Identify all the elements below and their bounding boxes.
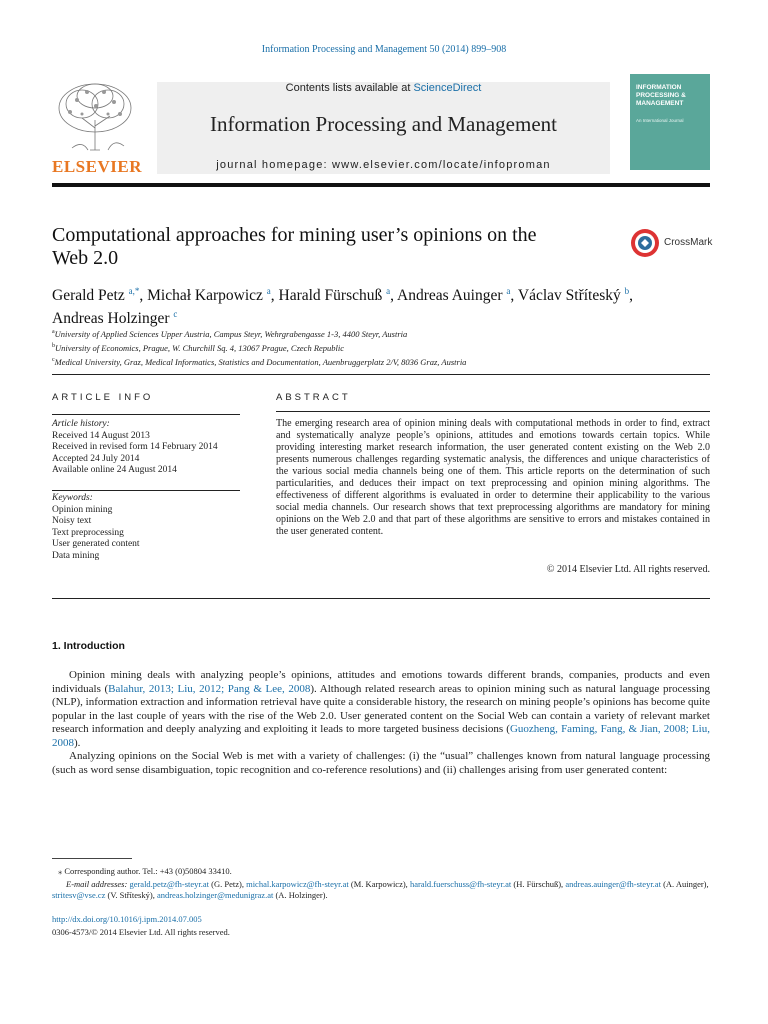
author-affiliation-marker[interactable]: a bbox=[506, 286, 511, 296]
history-item: Received 14 August 2013 bbox=[52, 430, 150, 441]
author-affiliation-marker[interactable]: a,* bbox=[128, 286, 140, 296]
intro-paragraph: Opinion mining deals with analyzing people’s opinions, attitudes and emotions towards different brands, companies, products and even individuals (Balahur, 2013; Liu, 2012; Pang & Lee, 2008). Although related research areas to opinion mining such as natural language processing (NLP), information extraction and information retrieval have quite a considerable history, the research on mining people’s opinions has become quite popular in the last couple of years with the rise of the Web 2.0. User generated content on the Social Web can contain a variety of relevant market research information and deeply analyzing and exploiting it leads to more targeted business decisions (Guozheng, Faming, Fang, & Jian, 2008; Liu, 2008). Analyzing opinions on the Social Web is met with a variety of challenges: (i) the “usual” challenges known from natural language processing (such as word sense disambiguation, topic recognition and co-reference resolutions) and (ii) challenges arising from user generated content: bbox=[52, 669, 710, 776]
affiliation-item: $^b$University of Economics, Prague, W. Churchill Sq. 4, 13067 Prague, Czech Republic bbox=[52, 342, 345, 353]
email-link[interactable]: andreas.holzinger@medunigraz.at bbox=[156, 890, 274, 900]
author-affiliation-marker[interactable]: a bbox=[266, 286, 271, 296]
email-link[interactable]: andreas.auinger@fh-steyr.at bbox=[565, 879, 661, 889]
author-affiliation-marker[interactable]: b bbox=[624, 286, 630, 296]
history-item: Available online 24 August 2014 bbox=[52, 465, 177, 475]
info-rule bbox=[52, 490, 240, 491]
author-affiliation-marker[interactable]: c bbox=[173, 309, 178, 320]
article-history: Article history: Received 14 August 2013 Received in revised form 14 February 2014 Accepted 24 July 2014 Available online 24 August 2014 bbox=[52, 419, 252, 477]
footnote-rule bbox=[52, 858, 132, 859]
abstract-text: The emerging research area of opinion mining deals with computational methods in order to find, extract and systematically analyze people’s opinions, attitudes and emotions towards certain topics. While providing interesting market research information, the user generated content existing on the Web 2.0 presents numerous challenges regarding systematic analysis, the differences and unique characteristics of the various social media channels being one of them. This article reports on the determination of such particularities, and deduces their impact on text preprocessing and opinion mining algorithms. The effectiveness of different algorithms is evaluated in order to determine their applicability to the various social media channels. Our research shows that text preprocessing algorithms are mandatory for mining opinions on the Web 2.0 and that part of these algorithms are sensitive to errors and mistakes contained in the user generated content. bbox=[276, 418, 710, 537]
history-item: Accepted 24 July 2014 bbox=[52, 453, 140, 464]
header-rule bbox=[52, 183, 710, 187]
section-rule bbox=[52, 374, 710, 375]
author-name: Andreas Holzinger bbox=[52, 310, 174, 328]
email-link[interactable]: stritesv@vse.cz bbox=[52, 890, 106, 900]
keyword-item: Data mining bbox=[52, 550, 100, 561]
crossmark-icon[interactable] bbox=[630, 228, 660, 258]
elsevier-tree-logo bbox=[52, 78, 138, 158]
email-link[interactable]: gerald.petz@fh-steyr.at bbox=[129, 879, 210, 889]
author-list: Gerald Petz $^{a,*}$, Michał Karpowicz $^a$, Harald Fürschuß $^a$, Andreas Auinger $^a$, Václav Stříteský $^b$, Andreas Holzinger $^c$ bbox=[52, 286, 634, 328]
author-name: Václav Stříteský bbox=[517, 287, 625, 305]
abstract-heading: ABSTRACT bbox=[276, 392, 351, 403]
crossmark-label[interactable]: CrossMark bbox=[664, 237, 713, 248]
doi-link[interactable]: http://dx.doi.org/10.1016/j.ipm.2014.07.005 bbox=[52, 914, 202, 924]
author-name: Gerald Petz bbox=[52, 287, 129, 305]
keyword-item: Text preprocessing bbox=[52, 527, 124, 538]
author-name: Andreas Auinger bbox=[397, 287, 507, 305]
citation-link[interactable]: Guozheng, Faming, Fang, & Jian, 2008; Liu, 2008 bbox=[52, 723, 710, 749]
article-info-heading: ARTICLE INFO bbox=[52, 392, 154, 403]
journal-title: Information Processing and Management bbox=[210, 112, 557, 136]
keyword-item: User generated content bbox=[52, 539, 140, 549]
journal-homepage[interactable]: journal homepage: www.elsevier.com/locate/infoproman bbox=[216, 159, 551, 171]
author-name: Michał Karpowicz bbox=[147, 287, 267, 305]
abstract-copyright: © 2014 Elsevier Ltd. All rights reserved. bbox=[546, 564, 710, 575]
citation-link[interactable]: Balahur, 2013; Liu, 2012; Pang & Lee, 2008 bbox=[108, 682, 311, 695]
publisher-logo-text: ELSEVIER bbox=[52, 157, 142, 176]
journal-reference[interactable]: Information Processing and Management 50 (2014) 899–908 bbox=[261, 44, 507, 55]
article-title: Computational approaches for mining user’s opinions on the Web 2.0 bbox=[52, 224, 537, 269]
affiliation-item: $^c$Medical University, Graz, Medical Informatics, Statistics and Documentation, Auenbruggerplatz 2/V, 8036 Graz, Austria bbox=[52, 356, 467, 367]
email-addresses: E-mail addresses: gerald.petz@fh-steyr.at (G. Petz), michal.karpowicz@fh-steyr.at (M. Karpowicz), harald.fuerschuss@fh-steyr.at (H. Fürschuß), andreas.auinger@fh-steyr.at (A. Auinger), stritesv@vse.cz (V. Stříteský), andreas.holzinger@medunigraz.at (A. Holzinger). bbox=[52, 879, 709, 900]
cover-subtitle: An International Journal bbox=[636, 118, 684, 123]
author-affiliation-marker[interactable]: a bbox=[386, 286, 391, 296]
cover-title: INFORMATION PROCESSING & MANAGEMENT bbox=[636, 84, 686, 107]
contents-line: Contents lists available at ScienceDirect bbox=[285, 82, 482, 94]
keyword-item: Noisy text bbox=[52, 516, 92, 526]
info-rule bbox=[52, 414, 240, 415]
corresponding-author: ⁎ Corresponding author. Tel.: +43 (0)50804 33410. bbox=[58, 866, 232, 876]
affiliations bbox=[52, 326, 712, 367]
author-name: Harald Fürschuß bbox=[278, 287, 387, 305]
keywords: Keywords: Opinion mining Noisy text Text preprocessing User generated content Data mining bbox=[52, 493, 252, 562]
affiliation-item: $^a$University of Applied Sciences Upper Austria, Campus Steyr, Wehrgrabengasse 1-3, 4400 Steyr, Austria bbox=[52, 328, 408, 339]
history-item: Received in revised form 14 February 2014 bbox=[52, 442, 218, 452]
email-link[interactable]: harald.fuerschuss@fh-steyr.at bbox=[409, 879, 512, 889]
issn-copyright: 0306-4573/© 2014 Elsevier Ltd. All rights reserved. bbox=[52, 927, 230, 937]
sciencedirect-link[interactable]: ScienceDirect bbox=[413, 82, 482, 94]
email-link[interactable]: michal.karpowicz@fh-steyr.at bbox=[246, 879, 349, 889]
section-heading: 1. Introduction bbox=[52, 640, 125, 652]
abstract-rule bbox=[276, 411, 710, 412]
keyword-item: Opinion mining bbox=[52, 504, 113, 515]
section-rule bbox=[52, 598, 710, 599]
